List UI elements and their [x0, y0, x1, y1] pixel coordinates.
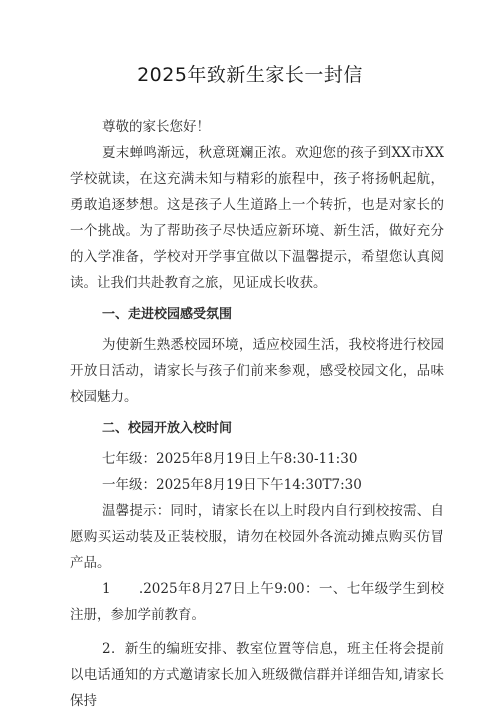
list-item: 1 .2025年8月27日上午9:00：一、七年级学生到校注册，参加学前教育。: [70, 581, 444, 623]
page-title: 2025年致新生家长一封信: [137, 64, 363, 86]
section-1-text: 为使新生熟悉校园环境，适应校园生活，我校将进行校园开放日活动，请家长与孩子们前来参观，感受校园文化，品味校园魅力。: [70, 337, 444, 405]
intro-paragraph: 夏末蝉鸣渐远，秋意斑斓正浓。欢迎您的孩子到XX市XX学校就读，在这充满未知与精彩的旅程中，孩子将扬帆起航，勇敢追逐梦想。这是孩子人生道路上一个转折，也是对家长的一个挑战。为了帮助孩子尽快适应新环境、新生活，做好充分的入学准备，学校对开学事宜做以下温馨提示，希望您认真阅读。让我们共赴教育之旅，见证成长收获。: [70, 145, 444, 291]
list-item: 2．新生的编班安排、教室位置等信息，班主任将会提前以电话通知的方式邀请家长加入班级微信群并详细告知,请家长保持: [70, 641, 444, 709]
greeting: 尊敬的家长您好！: [102, 119, 210, 135]
grade-7-schedule: 七年级：2025年8月19日上午8:30-11:30: [102, 451, 358, 467]
letter-body: [70, 114, 444, 714]
grade-1-schedule: 一年级：2025年8月19日下午14:30T7:30: [102, 477, 362, 493]
section-1-heading: 一、走进校园感受氛围: [102, 307, 233, 322]
warm-tip: 温馨提示：同时，请家长在以上时段内自行到校按需、自愿购买运动装及正装校服，请勿在校园外各流动摊点购买仿冒产品。: [70, 503, 444, 571]
section-2-heading: 二、校园开放入校时间: [102, 421, 233, 436]
